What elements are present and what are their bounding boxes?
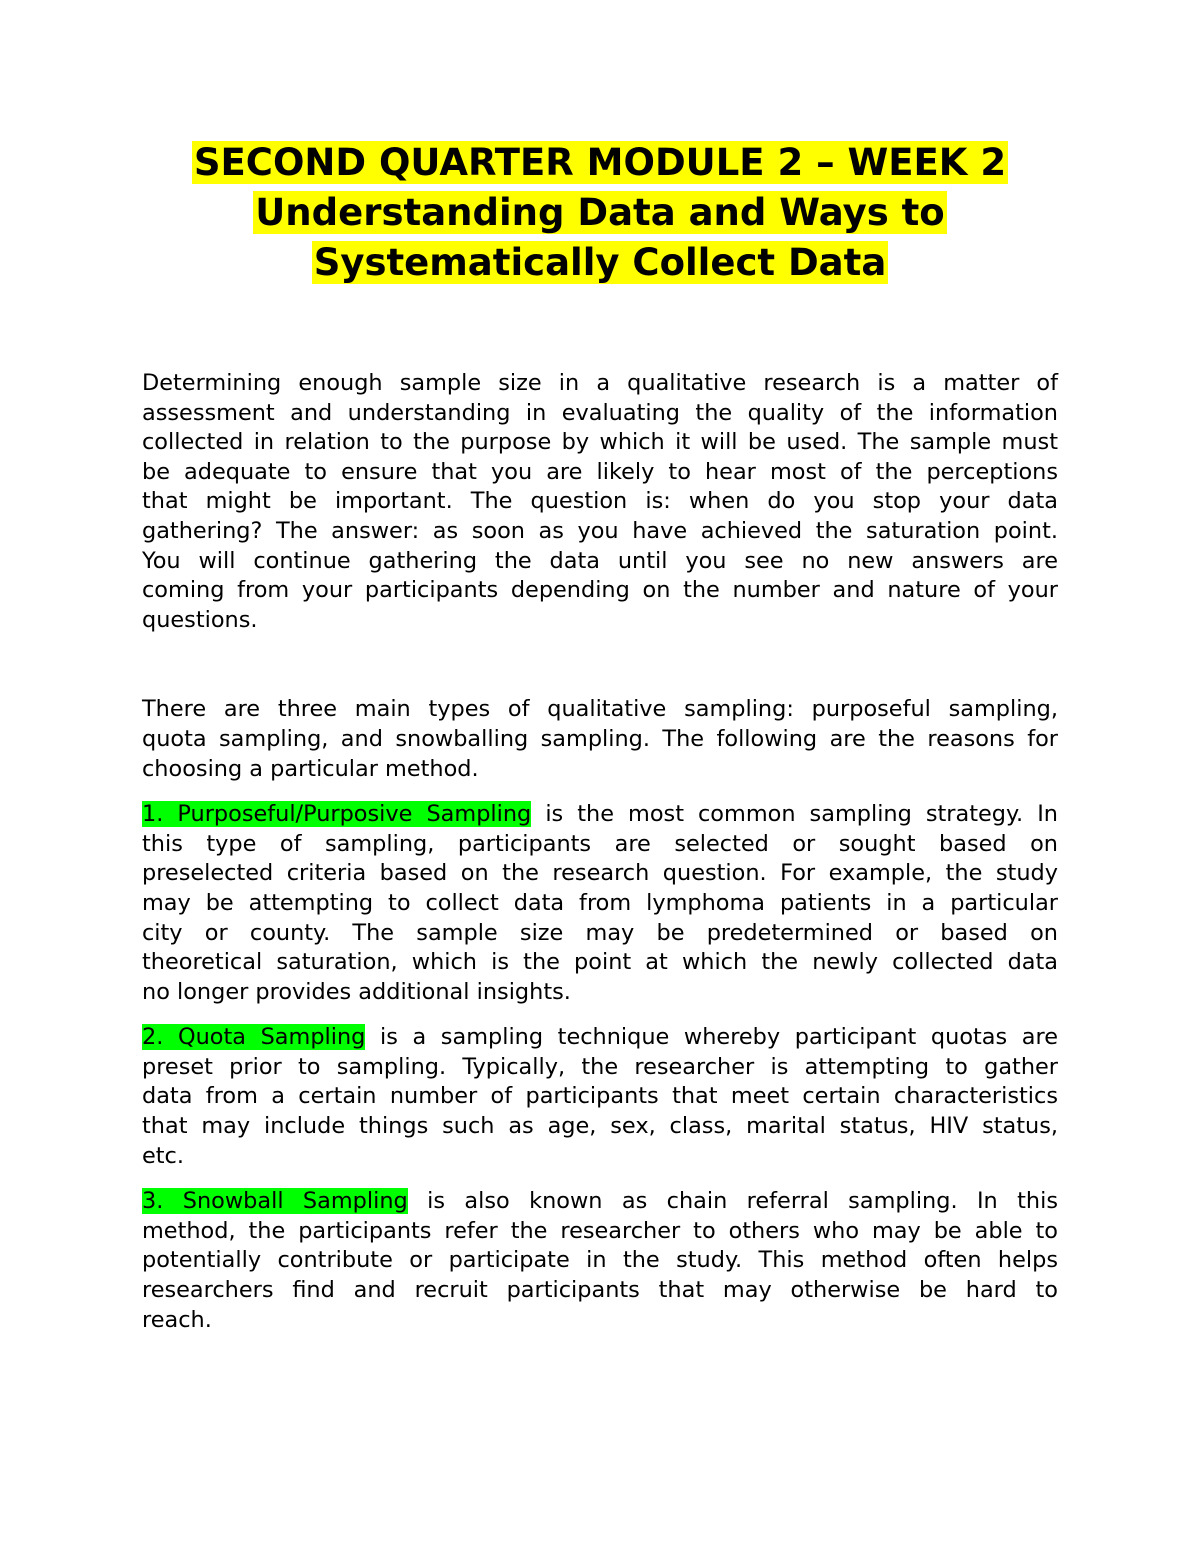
text-line [142,1187,1058,1217]
text-line: researchers find and recruit participants that may otherwise be hard to [142,1277,1058,1304]
text-line: preselected criteria based on the research question. For example, the study [142,860,1058,887]
item-purposeful-sampling [142,800,1058,1007]
title-line: SECOND QUARTER MODULE 2 – WEEK 2 [193,141,1007,184]
item-heading-highlight: 2. Quota Sampling [142,1024,366,1051]
paragraph-sampling-types [142,695,1058,784]
item-heading-highlight: 1. Purposeful/Purposive Sampling [142,801,532,828]
text-line: preset prior to sampling. Typically, the researcher is attempting to gather [142,1053,1058,1080]
item-snowball-sampling [142,1187,1058,1335]
text-line: There are three main types of qualitative sampling: purposeful sampling, [142,696,1058,723]
text-line: choosing a particular method. [142,755,479,782]
text-line: coming from your participants depending on the number and nature of your [142,577,1058,604]
document-body [142,369,1058,1335]
text-line: that may include things such as age, sex, class, marital status, HIV status, [142,1113,1058,1140]
text-line: theoretical saturation, which is the point at which the newly collected data [142,949,1058,976]
paragraph-sample-size [142,369,1058,635]
item-quota-sampling [142,1023,1058,1171]
text-line: collected in relation to the purpose by which it will be used. The sample must [142,429,1058,456]
text-line: assessment and understanding in evaluating the quality of the information [142,399,1058,426]
item-text: is a sampling technique whereby participant quotas are [380,1024,1058,1051]
item-heading-highlight: 3. Snowball Sampling [142,1188,408,1215]
text-line: may be attempting to collect data from lymphoma patients in a particular [142,889,1058,916]
text-line [142,1023,1058,1053]
title-line: Systematically Collect Data [313,241,887,284]
text-line: questions. [142,606,258,633]
document-title [0,138,1200,288]
text-line: data from a certain number of participants that meet certain characteristics [142,1083,1058,1110]
text-line: method, the participants refer the researcher to others who may be able to [142,1217,1058,1244]
text-line [142,800,1058,830]
text-line: potentially contribute or participate in the study. This method often helps [142,1247,1058,1274]
text-line: no longer provides additional insights. [142,978,571,1005]
item-text: is the most common sampling strategy. In [545,801,1058,828]
text-line: etc. [142,1142,184,1169]
text-line: this type of sampling, participants are selected or sought based on [142,830,1058,857]
title-line: Understanding Data and Ways to [255,191,945,234]
text-line: city or county. The sample size may be predetermined or based on [142,919,1058,946]
item-text: is also known as chain referral sampling. In this [427,1188,1058,1215]
text-line: quota sampling, and snowballing sampling. The following are the reasons for [142,725,1058,752]
text-line: be adequate to ensure that you are likely to hear most of the perceptions [142,458,1058,485]
text-line: You will continue gathering the data until you see no new answers are [142,547,1058,574]
text-line: Determining enough sample size in a qualitative research is a matter of [142,370,1058,396]
text-line: that might be important. The question is: when do you stop your data [142,488,1058,515]
text-line: gathering? The answer: as soon as you have achieved the saturation point. [142,517,1058,544]
text-line: reach. [142,1306,212,1333]
